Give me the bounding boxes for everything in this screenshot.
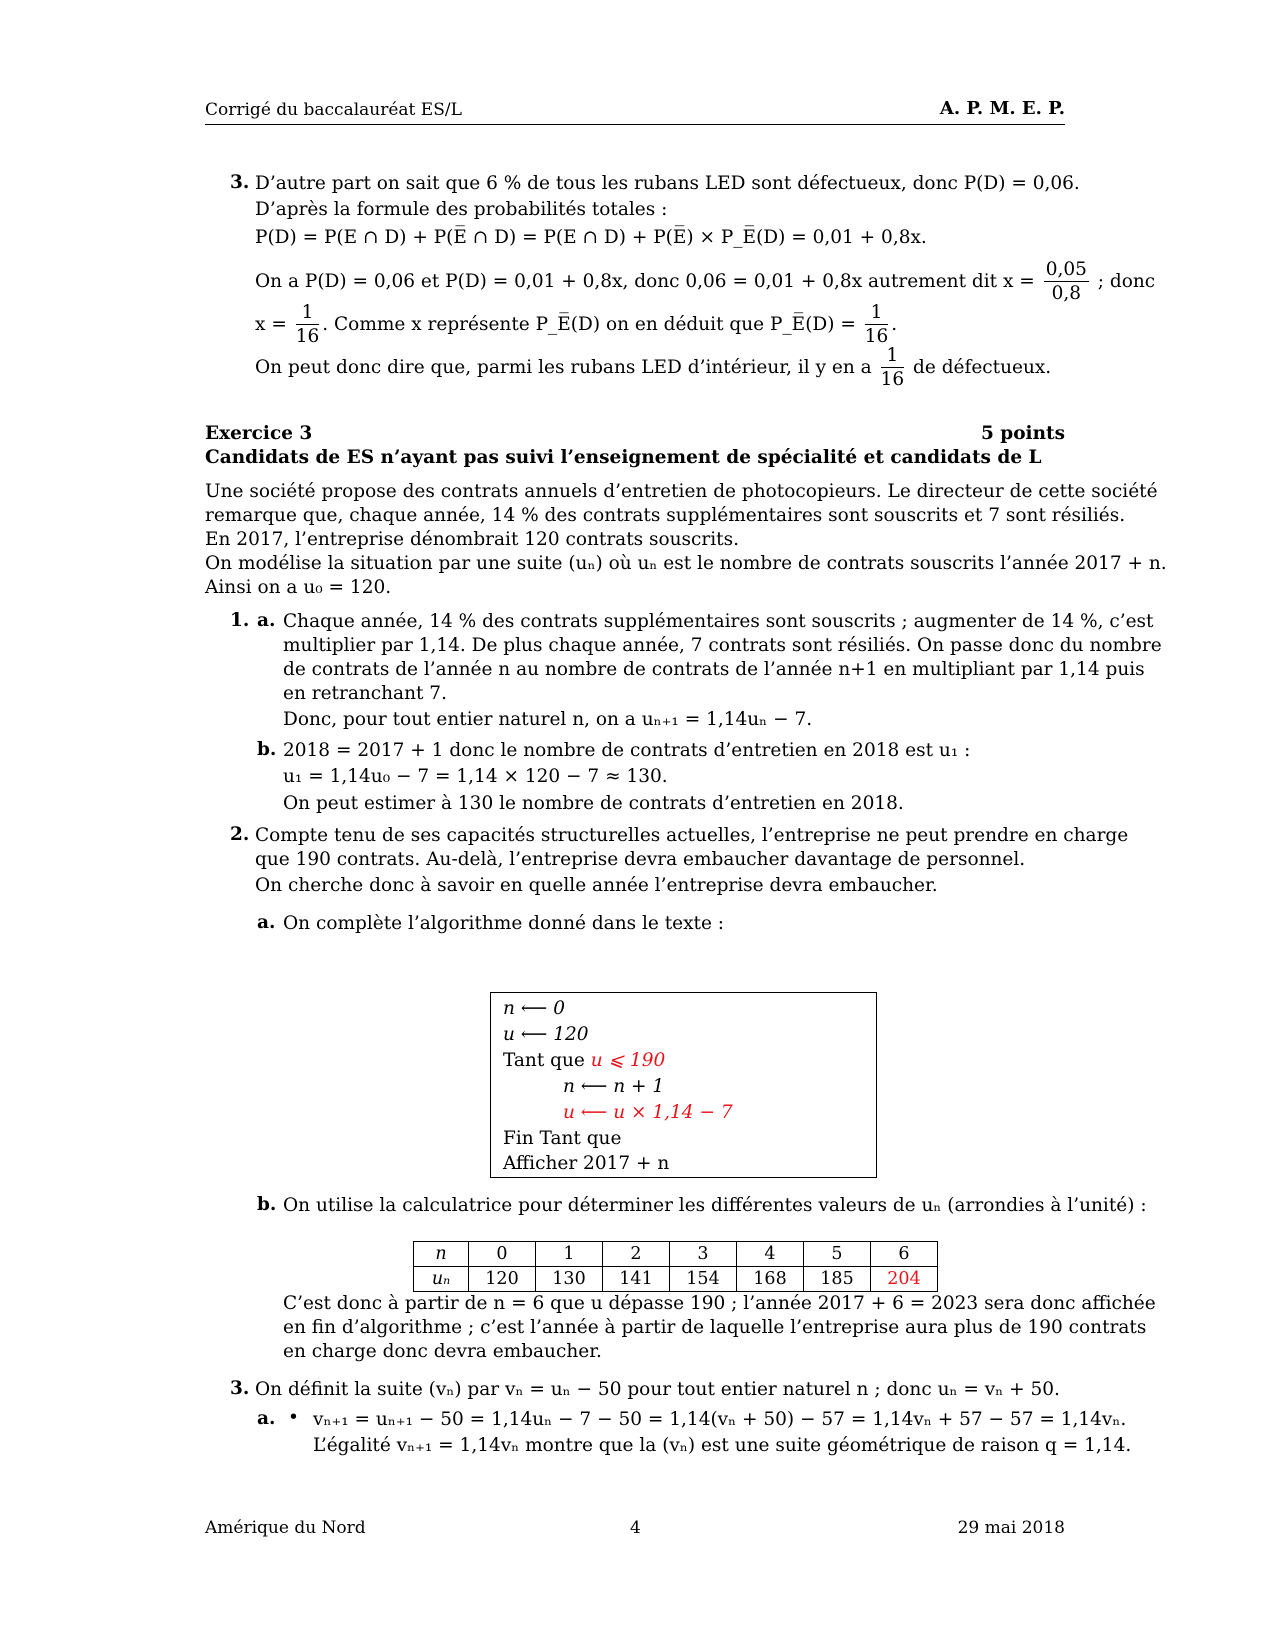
table-header-cell: n <box>414 1242 469 1267</box>
text-line: Donc, pour tout entier naturel n, on a uₙ₊₁ = 1,14uₙ − 7. <box>283 709 813 730</box>
algo-keyword: Tant que <box>503 1050 591 1071</box>
table-cell: 3 <box>670 1242 737 1267</box>
subitem-letter: a. <box>257 912 276 933</box>
text-line: L’égalité vₙ₊₁ = 1,14vₙ montre que la (vₙ) est une suite géométrique de raison q = 1,14. <box>313 1435 1132 1456</box>
algo-line: u ⟵ 120 <box>503 1024 589 1045</box>
table-cell: 2 <box>603 1242 670 1267</box>
text-line: D’autre part on sait que 6 % de tous les rubans LED sont défectueux, donc P(D) = 0,06. <box>255 173 1080 194</box>
item-number: 1. <box>230 610 250 631</box>
intro-line: Une société propose des contrats annuels d’entretien de photocopieurs. Le directeur de cette société <box>205 481 1158 502</box>
algo-line <box>503 1050 665 1071</box>
exercise-points: 5 points <box>980 423 1065 444</box>
text-line: On cherche donc à savoir en quelle année l’entreprise devra embaucher. <box>255 875 938 896</box>
text-span: de défectueux. <box>913 357 1052 378</box>
item-number: 3. <box>230 1378 250 1399</box>
text-line: multiplier par 1,14. De plus chaque année, 7 contrats sont résiliés. On passe donc du nombre <box>283 635 1162 656</box>
table-cell: 154 <box>670 1267 737 1292</box>
algo-condition: u ⩽ 190 <box>590 1050 666 1071</box>
page-header <box>205 98 1065 125</box>
text-span: . Comme x représente P_E̅(D) on en déduit que P_E̅(D) = <box>322 314 856 335</box>
text-line: D’après la formule des probabilités totales : <box>255 199 668 220</box>
text-line: Chaque année, 14 % des contrats supplémentaires sont souscrits ; augmenter de 14 %, c’est <box>283 611 1154 632</box>
exercise-subtitle: Candidats de ES n’ayant pas suivi l’enseignement de spécialité et candidats de L <box>205 447 1042 468</box>
table-cell: 4 <box>737 1242 804 1267</box>
text-line: 2018 = 2017 + 1 donc le nombre de contrats d’entretien en 2018 est u₁ : <box>283 740 971 761</box>
table-row <box>414 1267 938 1292</box>
table-cell: 141 <box>603 1267 670 1292</box>
algorithm-box <box>490 992 877 1178</box>
fraction-numerator: 1 <box>881 345 905 368</box>
footer-date: 29 mai 2018 <box>957 1518 1065 1538</box>
subitem-letter: b. <box>257 1194 277 1215</box>
fraction-denominator: 16 <box>295 325 320 347</box>
text-span: ; donc <box>1097 271 1156 292</box>
text-line: en fin d’algorithme ; c’est l’année à partir de laquelle l’entreprise aura plus de 190 contrats <box>283 1317 1147 1338</box>
page-number: 4 <box>630 1518 641 1538</box>
intro-line: remarque que, chaque année, 14 % des contrats supplémentaires sont souscrits et 7 sont résiliés. <box>205 505 1126 526</box>
subitem-letter: b. <box>257 739 277 760</box>
bullet-icon: • <box>288 1407 299 1428</box>
table-cell: 185 <box>804 1267 871 1292</box>
fraction <box>865 302 889 349</box>
algo-line: n ⟵ n + 1 <box>563 1076 665 1097</box>
values-table <box>413 1241 938 1292</box>
text-line: vₙ₊₁ = uₙ₊₁ − 50 = 1,14uₙ − 7 − 50 = 1,14(vₙ + 50) − 57 = 1,14vₙ + 57 − 57 = 1,14vₙ. <box>313 1409 1127 1430</box>
item-number: 2. <box>230 824 250 845</box>
table-cell: 168 <box>737 1267 804 1292</box>
table-cell: 6 <box>871 1242 938 1267</box>
table-cell-highlight: 204 <box>871 1267 938 1292</box>
table-cell: 130 <box>536 1267 603 1292</box>
algo-line: Afficher 2017 + n <box>503 1153 670 1174</box>
text-line: en retranchant 7. <box>283 683 447 704</box>
text-span: On a P(D) = 0,06 et P(D) = 0,01 + 0,8x, donc 0,06 = 0,01 + 0,8x autrement dit x = <box>255 271 1035 292</box>
fraction-denominator: 16 <box>864 325 889 347</box>
text-line: de contrats de l’année n au nombre de contrats de l’année n+1 en multipliant par 1,14 puis <box>283 659 1145 680</box>
table-cell: 5 <box>804 1242 871 1267</box>
fraction <box>296 302 320 349</box>
fraction <box>1044 259 1089 306</box>
fraction-denominator: 0,8 <box>1051 282 1081 304</box>
text-line: On utilise la calculatrice pour déterminer les différentes valeurs de uₙ (arrondies à l’unité) : <box>283 1195 1147 1216</box>
intro-line: On modélise la situation par une suite (uₙ) où uₙ est le nombre de contrats souscrits l’année 2017 + n. <box>205 553 1167 574</box>
subitem-letter: a. <box>257 1408 276 1429</box>
fraction-numerator: 1 <box>296 302 320 325</box>
text-line: On complète l’algorithme donné dans le texte : <box>283 913 725 934</box>
subitem-letter: a. <box>257 610 276 631</box>
algo-line: n ⟵ 0 <box>503 998 565 1019</box>
exercise-title: Exercice 3 <box>205 423 313 444</box>
text-line: en charge donc devra embaucher. <box>283 1341 602 1362</box>
fraction <box>881 345 905 392</box>
table-header-cell: uₙ <box>414 1267 469 1292</box>
fraction-denominator: 16 <box>880 368 905 390</box>
text-line: On définit la suite (vₙ) par vₙ = uₙ − 50 pour tout entier naturel n ; donc uₙ = vₙ + 50. <box>255 1379 1060 1400</box>
text-line: On peut estimer à 130 le nombre de contrats d’entretien en 2018. <box>283 793 904 814</box>
table-cell: 0 <box>469 1242 536 1267</box>
algo-line: u ⟵ u × 1,14 − 7 <box>563 1102 733 1123</box>
table-cell: 1 <box>536 1242 603 1267</box>
fraction-numerator: 1 <box>865 302 889 325</box>
text-line: Compte tenu de ses capacités structurelles actuelles, l’entreprise ne peut prendre en charge <box>255 825 1129 846</box>
table-row <box>414 1242 938 1267</box>
intro-line: En 2017, l’entreprise dénombrait 120 contrats souscrits. <box>205 529 739 550</box>
text-line <box>255 343 1051 393</box>
text-span: On peut donc dire que, parmi les rubans LED d’intérieur, il y en a <box>255 357 872 378</box>
table-cell: 120 <box>469 1267 536 1292</box>
header-title: Corrigé du baccalauréat ES/L <box>205 100 462 120</box>
text-line: u₁ = 1,14u₀ − 7 = 1,14 × 120 − 7 ≈ 130. <box>283 766 668 787</box>
text-line: C’est donc à partir de n = 6 que u dépasse 190 ; l’année 2017 + 6 = 2023 sera donc affichée <box>283 1293 1156 1314</box>
footer-left: Amérique du Nord <box>205 1518 366 1538</box>
text-span: x = <box>255 314 287 335</box>
fraction-numerator: 0,05 <box>1045 258 1087 280</box>
text-line: que 190 contrats. Au-delà, l’entreprise devra embaucher davantage de personnel. <box>255 849 1026 870</box>
header-apmep: A. P. M. E. P. <box>939 98 1065 119</box>
formula-line: P(D) = P(E ∩ D) + P(E̅ ∩ D) = P(E ∩ D) + P(E̅) × P_E̅(D) = 0,01 + 0,8x. <box>255 227 927 248</box>
intro-line: Ainsi on a u₀ = 120. <box>205 577 392 598</box>
algo-line: Fin Tant que <box>503 1128 622 1149</box>
item-number: 3. <box>230 172 250 193</box>
text-span: . <box>891 314 898 335</box>
